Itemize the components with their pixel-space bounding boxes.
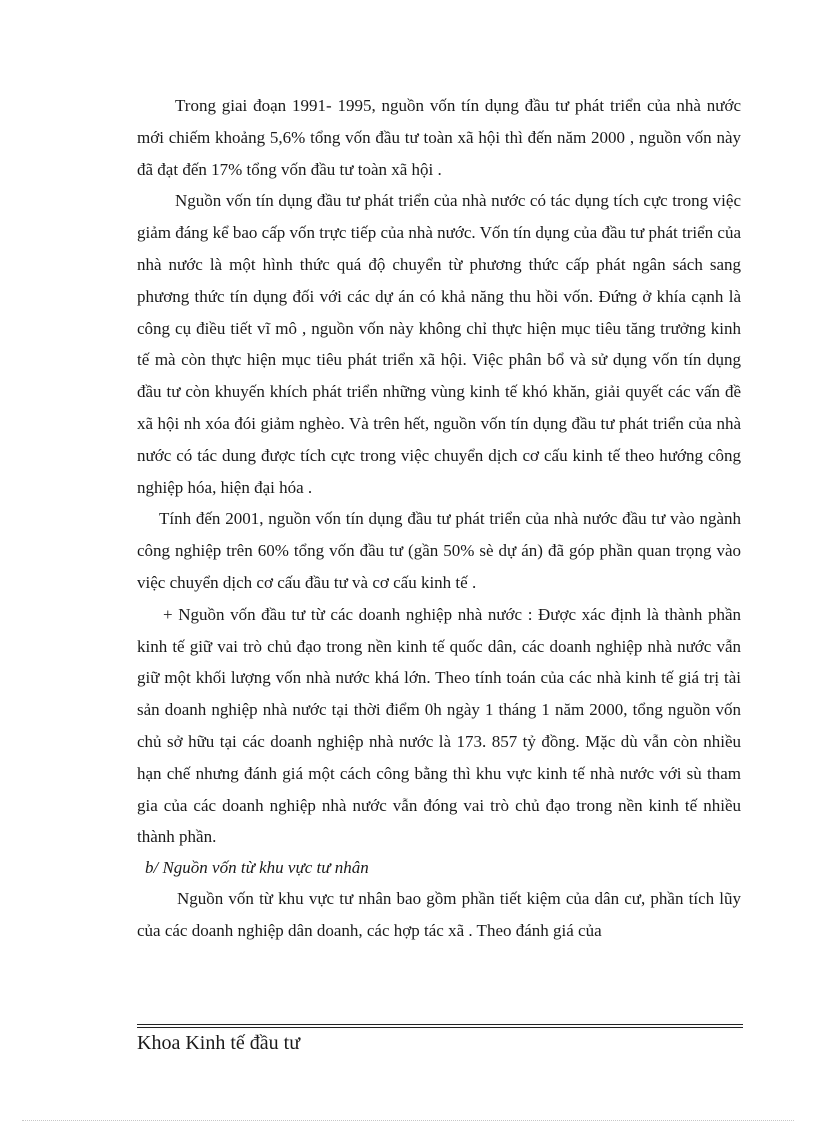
page-boundary (22, 1120, 794, 1121)
paragraph-investment-credit-growth: Trong giai đoạn 1991- 1995, nguồn vốn tín dụng đầu tư phát triển của nhà nước mới chiếm khoảng 5,6% tổng vốn đầu tư toàn xã hội thì đến năm 2000 , nguồn vốn này đã đạt đến 17% tổng vốn đầu tư toàn xã hội . (137, 96, 741, 179)
section-heading: b/ Nguồn vốn từ khu vực tư nhân (145, 858, 369, 878)
body-text (137, 90, 741, 947)
paragraph-private-sector: Nguồn vốn từ khu vực tư nhân bao gồm phần tiết kiệm của dân cư, phần tích lũy của các doanh nghiệp dân doanh, các hợp tác xã . Theo đánh giá của (137, 889, 741, 940)
page-footer: Khoa Kinh tế đầu tư (137, 1032, 301, 1054)
paragraph-industry-share: Tính đến 2001, nguồn vốn tín dụng đầu tư phát triển của nhà nước đầu tư vào ngành công nghiệp trên 60% tổng vốn đầu tư (gần 50% sè dự án) đã góp phần quan trọng vào việc chuyển dịch cơ cấu đầu tư và cơ cấu kinh tế . (137, 509, 741, 592)
footer-divider (137, 1024, 743, 1028)
paragraph-state-enterprises: + Nguồn vốn đầu tư từ các doanh nghiệp nhà nước : Được xác định là thành phần kinh tế giữ vai trò chủ đạo trong nền kinh tế quốc dân, các doanh nghiệp nhà nước vẫn giữ một khối lượng vốn nhà nước khá lớn. Theo tính toán của các nhà kinh tế giá trị tài sản doanh nghiệp nhà nước tại thời điểm 0h ngày 1 tháng 1 năm 2000, tổng nguồn vốn chủ sở hữu tại các doanh nghiệp nhà nước là 173. 857 tỷ đồng. Mặc dù vẫn còn nhiều hạn chế nhưng đánh giá một cách công bằng thì khu vực kinh tế nhà nước với sù tham gia của các doanh nghiệp nhà nước vẫn đóng vai trò chủ đạo trong nền kinh tế nhiều thành phần. (137, 604, 741, 847)
paragraph-credit-effects: Nguồn vốn tín dụng đầu tư phát triển của nhà nước có tác dụng tích cực trong việc giảm đáng kể bao cấp vốn trực tiếp của nhà nước. Vốn tín dụng của đầu tư phát triển của nhà nước là một hình thức quá độ chuyển từ phương thức cấp phát ngân sách sang phương thức tín dụng đối với các dự án có khả năng thu hồi vốn. Đứng ở khía cạnh là công cụ điều tiết vĩ mô , nguồn vốn này không chỉ thực hiện mục tiêu tăng trưởng kinh tế mà còn thực hiện mục tiêu phát triển xã hội. Việc phân bổ và sử dụng vốn tín dụng đầu tư còn khuyến khích phát triển những vùng kinh tế khó khăn, giải quyết các vấn đề xã hội nh xóa đói giảm nghèo. Và trên hết, nguồn vốn tín dụng đầu tư phát triển của nhà nước có tác dung được tích cực trong việc chuyển dịch cơ cấu kinh tế theo hướng công nghiệp hóa, hiện đại hóa . (137, 191, 741, 497)
